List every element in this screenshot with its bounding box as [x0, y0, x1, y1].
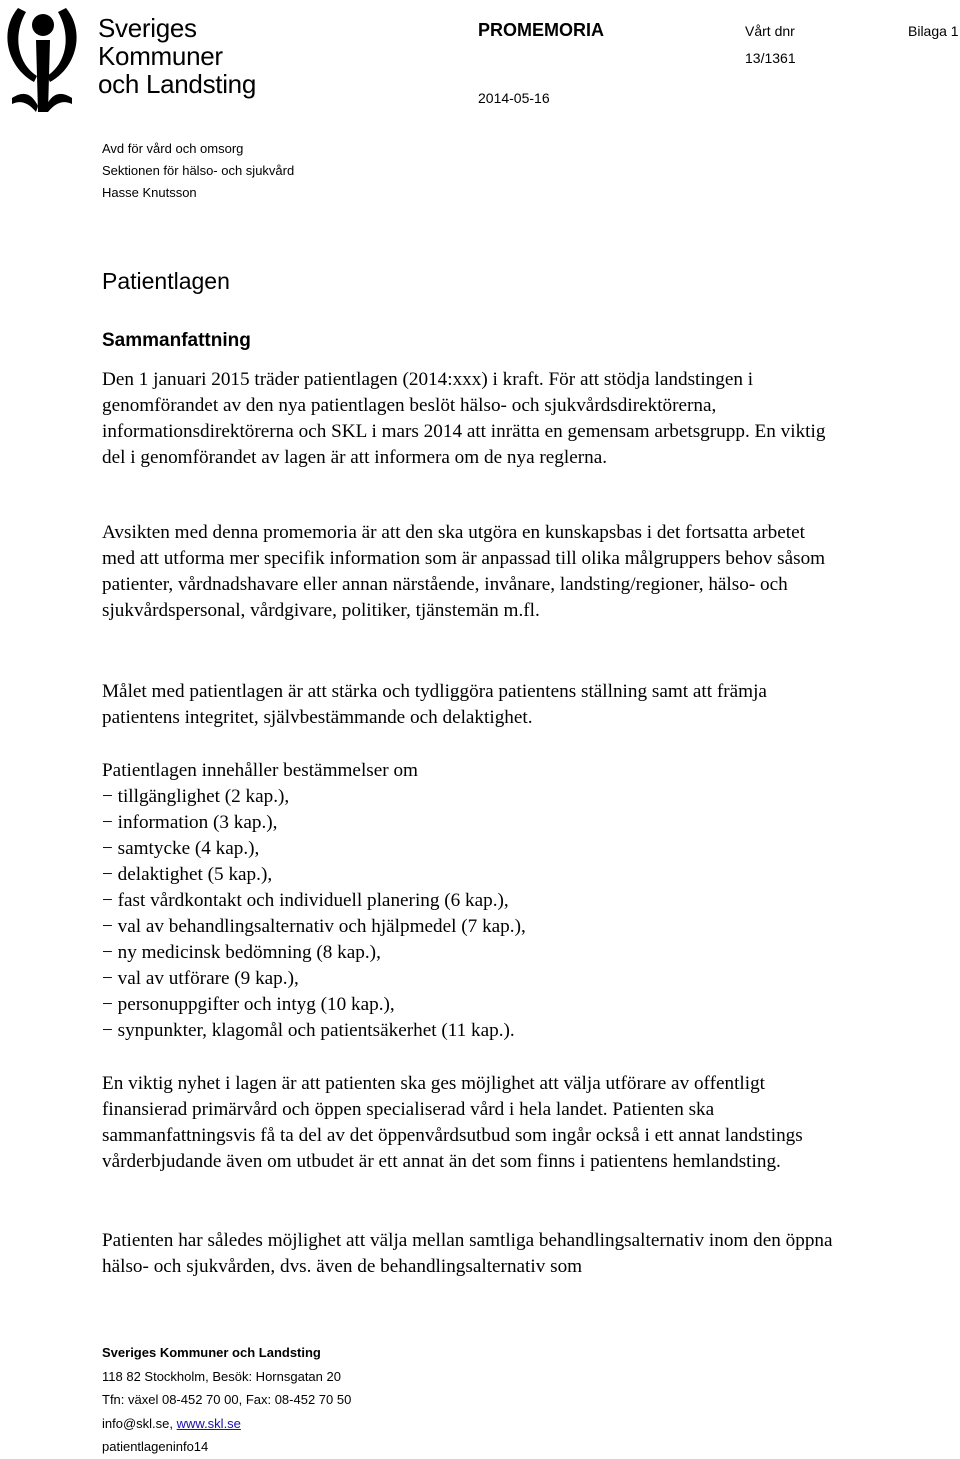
footer-website-link[interactable]: www.skl.se [176, 1415, 241, 1431]
body-paragraph: En viktig nyhet i lagen är att patienten ska ges möjlighet att välja utförare av offentligt finansierad primärvård och öppen specialiserad vård i hela landet. Patienten ska sammanfattningsvis få ta del av det öppenvårdsutbud som ingår också i ett annat landstings vårderbjudande även om utbudet är ett annat än det som finns i patientens hemlandsting. [102, 1073, 803, 1172]
list-item: − information (3 kap.), [102, 810, 838, 836]
sender-section: Sektionen för hälso- och sjukvård [102, 163, 295, 178]
org-logo-line-3: och Landsting [98, 69, 257, 99]
footer-separator: , [169, 1415, 177, 1431]
reference-number: 13/1361 [745, 50, 796, 66]
body-paragraph: Den 1 januari 2015 träder patientlagen (2014:xxx) i kraft. För att stödja landstingen i genomförandet av den nya patientlagen beslöt hälso- och sjukvårdsdirektörerna, informationsdirektörerna och SKL i mars 2014 att inrätta en gemensam arbetsgrupp. En viktig del i genomförandet av lagen är att informera om de nya reglerna. [102, 369, 826, 468]
list-item: − tillgänglighet (2 kap.), [102, 784, 838, 810]
body-paragraph: Patienten har således möjlighet att välja mellan samtliga behandlingsalternativ inom den öppna hälso- och sjukvården, dvs. även de behandlingsalternativ som [102, 1230, 833, 1277]
provisions-list [102, 758, 838, 1044]
body-paragraph: Avsikten med denna promemoria är att den ska utgöra en kunskapsbas i det fortsatta arbetet med att utforma mer specifik information som är anpassad till olika målgruppers behov såsom patienter, vårdnadshavare eller annan närstående, invånare, landsting/regioner, hälso- och sjukvårdspersonal, vårdgivare, politiker, tjänstemän m.fl. [102, 522, 826, 621]
list-item: − personuppgifter och intyg (10 kap.), [102, 992, 838, 1018]
sender-block [102, 138, 294, 204]
footer-phone: Tfn: växel 08-452 70 00, Fax: 08-452 70 50 [102, 1392, 352, 1407]
sender-name: Hasse Knutsson [102, 185, 197, 200]
footer-code: patientlageninfo14 [102, 1439, 209, 1454]
org-logo-line-1: Sveriges [98, 13, 197, 43]
org-logo-line-2: Kommuner [98, 41, 223, 71]
list-item: − val av behandlingsalternativ och hjälpmedel (7 kap.), [102, 914, 838, 940]
document-title: Patientlagen [102, 268, 230, 294]
footer-org: Sveriges Kommuner och Landsting [102, 1345, 321, 1360]
list-intro: Patientlagen innehåller bestämmelser om [102, 760, 418, 781]
body-paragraph: Målet med patientlagen är att stärka och tydliggöra patientens ställning samt att främja patientens integritet, självbestämmande och delaktighet. [102, 681, 767, 728]
list-item: − delaktighet (5 kap.), [102, 862, 838, 888]
reference-label: Vårt dnr [745, 23, 795, 39]
footer [102, 1341, 351, 1459]
list-item: − ny medicinsk bedömning (8 kap.), [102, 940, 838, 966]
summary-heading: Sammanfattning [102, 330, 251, 351]
footer-address: 118 82 Stockholm, Besök: Hornsgatan 20 [102, 1368, 341, 1384]
list-item: − samtycke (4 kap.), [102, 836, 838, 862]
footer-contact [102, 1412, 351, 1436]
list-item: − val av utförare (9 kap.), [102, 966, 838, 992]
list-item: − synpunkter, klagomål och patientsäkerhet (11 kap.). [102, 1018, 838, 1044]
skl-logo-icon [6, 2, 78, 114]
document-type: PROMEMORIA [478, 20, 604, 40]
document-date: 2014-05-16 [478, 90, 550, 106]
footer-email: info@skl.se [102, 1415, 170, 1431]
list-item: − fast vårdkontakt och individuell planering (6 kap.), [102, 888, 838, 914]
attachment-label: Bilaga 1 [908, 23, 959, 39]
sender-department: Avd för vård och omsorg [102, 141, 244, 156]
org-logo-text [98, 14, 256, 98]
